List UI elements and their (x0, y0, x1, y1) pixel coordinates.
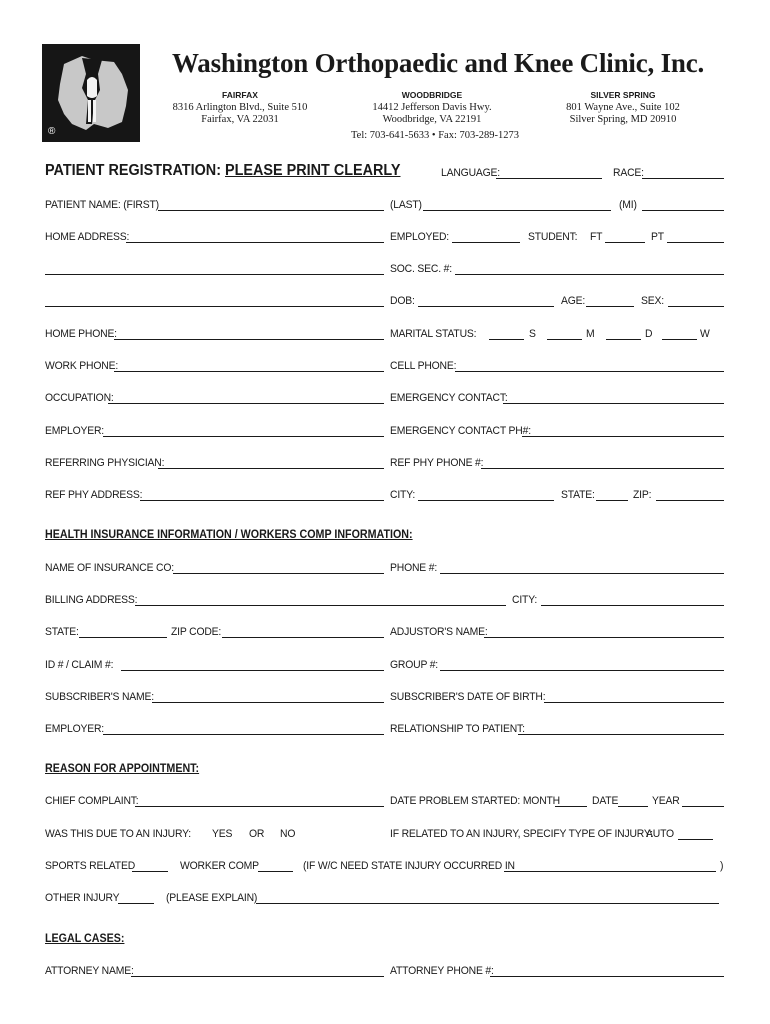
injury-yes-option[interactable]: YES (212, 828, 233, 840)
student-pt-label: PT (651, 231, 664, 243)
relationship-label: RELATIONSHIP TO PATIENT: (390, 723, 525, 735)
patient-first-name-field[interactable] (158, 210, 384, 211)
dob-label: DOB: (390, 295, 415, 307)
date-started-date-label: DATE (592, 795, 619, 807)
ref-zip-field[interactable] (656, 500, 724, 501)
contact-numbers: Tel: 703-641-5633 • Fax: 703-289-1273 (350, 130, 519, 141)
worker-comp-field[interactable] (258, 871, 293, 872)
please-explain-label: (PLEASE EXPLAIN) (166, 892, 258, 904)
marital-s-field[interactable] (489, 339, 524, 340)
attorney-name-label: ATTORNEY NAME: (45, 965, 134, 977)
auto-label: AUTO (646, 828, 674, 840)
office-name: WOODBRIDGE (401, 90, 463, 100)
emergency-phone-field[interactable] (522, 436, 724, 437)
emergency-contact-field[interactable] (503, 403, 724, 404)
ref-state-field[interactable] (596, 500, 628, 501)
insurance-employer-field[interactable] (103, 734, 384, 735)
employer-field[interactable] (103, 436, 384, 437)
insurance-section-heading: HEALTH INSURANCE INFORMATION / WORKERS COMP INFORMATION: (45, 529, 413, 541)
marital-m-field[interactable] (547, 339, 582, 340)
ref-city-label: CITY: (390, 489, 416, 501)
referring-physician-label: REFERRING PHYSICIAN: (45, 457, 165, 469)
office-address-line1: 801 Wayne Ave., Suite 102 (566, 102, 680, 113)
billing-state-label: STATE: (45, 626, 79, 638)
adjustor-name-field[interactable] (484, 637, 724, 638)
registered-mark: ® (48, 126, 56, 137)
form-heading (45, 162, 401, 180)
office-address-line1: 14412 Jefferson Davis Hwy. (372, 102, 492, 113)
other-injury-label: OTHER INJURY (45, 892, 120, 904)
work-phone-label: WORK PHONE: (45, 360, 119, 372)
date-started-year-label: YEAR (652, 795, 680, 807)
soc-sec-field[interactable] (455, 274, 724, 275)
date-started-month-field[interactable] (555, 806, 587, 807)
ref-phy-phone-label: REF PHY PHONE #: (390, 457, 484, 469)
office-address-line2: Fairfax, VA 22031 (201, 114, 279, 125)
patient-mi-label: (MI) (619, 199, 637, 211)
group-number-field[interactable] (440, 670, 724, 671)
office-name: FAIRFAX (222, 90, 258, 100)
home-address-line3-field[interactable] (45, 306, 384, 307)
marital-w-label: W (700, 328, 710, 340)
patient-last-name-field[interactable] (423, 210, 611, 211)
injury-question-label: WAS THIS DUE TO AN INJURY: (45, 828, 191, 840)
date-started-year-field[interactable] (682, 806, 724, 807)
ref-city-field[interactable] (418, 500, 554, 501)
worker-comp-label: WORKER COMP (180, 860, 259, 872)
student-pt-field[interactable] (667, 242, 724, 243)
occupation-label: OCCUPATION: (45, 392, 114, 404)
billing-address-field[interactable] (135, 605, 506, 606)
cell-phone-label: CELL PHONE: (390, 360, 457, 372)
group-number-label: GROUP #: (390, 659, 439, 671)
home-address-field[interactable] (126, 242, 384, 243)
ref-state-label: STATE: (561, 489, 595, 501)
sex-field[interactable] (668, 306, 724, 307)
work-phone-field[interactable] (114, 371, 384, 372)
patient-last-name-label: (LAST) (390, 199, 422, 211)
wc-state-close-paren: ) (720, 860, 724, 872)
sex-label: SEX: (641, 295, 664, 307)
emergency-phone-label: EMERGENCY CONTACT PH#: (390, 425, 531, 437)
insurance-name-label: NAME OF INSURANCE CO: (45, 562, 174, 574)
injury-type-label: IF RELATED TO AN INJURY, SPECIFY TYPE OF INJURY: (390, 828, 653, 840)
chief-complaint-label: CHIEF COMPLAINT: (45, 795, 139, 807)
insurance-phone-field[interactable] (440, 573, 724, 574)
student-ft-label: FT (590, 231, 603, 243)
knee-joint-icon (42, 44, 140, 142)
please-explain-field[interactable] (256, 903, 719, 904)
employer-label: EMPLOYER: (45, 425, 104, 437)
office-address-line2: Woodbridge, VA 22191 (382, 114, 482, 125)
ref-zip-label: ZIP: (633, 489, 652, 501)
subscriber-dob-label: SUBSCRIBER'S DATE OF BIRTH: (390, 691, 546, 703)
reason-section-heading: REASON FOR APPOINTMENT: (45, 763, 200, 775)
home-phone-field[interactable] (114, 339, 384, 340)
marital-s-label: S (529, 328, 536, 340)
race-field[interactable] (642, 178, 724, 179)
office-address-line2: Silver Spring, MD 20910 (569, 114, 677, 125)
marital-d-label: D (645, 328, 653, 340)
auto-field[interactable] (678, 839, 713, 840)
attorney-phone-label: ATTORNEY PHONE #: (390, 965, 494, 977)
home-address-line2-field[interactable] (45, 274, 384, 275)
billing-address-label: BILLING ADDRESS: (45, 594, 138, 606)
ref-phy-phone-field[interactable] (481, 468, 724, 469)
soc-sec-label: SOC. SEC. #: (390, 263, 452, 275)
attorney-name-field[interactable] (131, 976, 384, 977)
marital-status-label: MARITAL STATUS: (390, 328, 477, 340)
student-label: STUDENT: (528, 231, 578, 243)
insurance-phone-label: PHONE #: (390, 562, 438, 574)
billing-zip-label: ZIP CODE: (171, 626, 222, 638)
clinic-logo (42, 44, 140, 142)
cell-phone-field[interactable] (455, 371, 724, 372)
office-fairfax (170, 89, 310, 126)
injury-no-option[interactable]: NO (280, 828, 296, 840)
legal-section-heading: LEGAL CASES: (45, 933, 125, 945)
marital-w-field[interactable] (662, 339, 697, 340)
billing-city-field[interactable] (541, 605, 724, 606)
insurance-name-field[interactable] (173, 573, 384, 574)
subscriber-name-field[interactable] (152, 702, 384, 703)
marital-m-label: M (586, 328, 595, 340)
occupation-field[interactable] (108, 403, 384, 404)
home-phone-label: HOME PHONE: (45, 328, 117, 340)
relationship-field[interactable] (518, 734, 724, 735)
date-started-month-label: DATE PROBLEM STARTED: MONTH (390, 795, 561, 807)
office-name: SILVER SPRING (590, 90, 656, 100)
office-address-line1: 8316 Arlington Blvd., Suite 510 (172, 102, 308, 113)
sports-related-label: SPORTS RELATED (45, 860, 136, 872)
billing-state-field[interactable] (79, 637, 167, 638)
age-field[interactable] (586, 306, 634, 307)
race-label: RACE: (613, 167, 644, 179)
form-heading-prefix: PATIENT REGISTRATION: (45, 162, 225, 179)
billing-zip-field[interactable] (222, 637, 384, 638)
chief-complaint-field[interactable] (135, 806, 384, 807)
office-silver-spring (553, 89, 693, 126)
ref-phy-address-label: REF PHY ADDRESS: (45, 489, 143, 501)
subscriber-name-label: SUBSCRIBER'S NAME: (45, 691, 154, 703)
ref-phy-address-field[interactable] (140, 500, 384, 501)
other-injury-field[interactable] (118, 903, 154, 904)
id-claim-field[interactable] (121, 670, 384, 671)
attorney-phone-field[interactable] (490, 976, 724, 977)
age-label: AGE: (561, 295, 586, 307)
referring-physician-field[interactable] (158, 468, 384, 469)
patient-mi-field[interactable] (642, 210, 724, 211)
form-heading-emphasis: PLEASE PRINT CLEARLY (225, 162, 401, 179)
date-started-date-field[interactable] (618, 806, 648, 807)
office-woodbridge (362, 89, 502, 126)
patient-first-name-label: PATIENT NAME: (FIRST) (45, 199, 159, 211)
subscriber-dob-field[interactable] (544, 702, 724, 703)
employed-label: EMPLOYED: (390, 231, 449, 243)
wc-state-field[interactable] (504, 871, 716, 872)
employed-field[interactable] (452, 242, 520, 243)
dob-field[interactable] (418, 306, 554, 307)
language-label: LANGUAGE: (441, 167, 500, 179)
id-claim-label: ID # / CLAIM #: (45, 659, 114, 671)
student-ft-field[interactable] (605, 242, 645, 243)
marital-d-field[interactable] (606, 339, 641, 340)
home-address-label: HOME ADDRESS: (45, 231, 130, 243)
sports-related-field[interactable] (132, 871, 168, 872)
adjustor-name-label: ADJUSTOR'S NAME: (390, 626, 488, 638)
billing-city-label: CITY: (512, 594, 538, 606)
injury-or-text: OR (249, 828, 265, 840)
language-field[interactable] (496, 178, 602, 179)
emergency-contact-label: EMERGENCY CONTACT: (390, 392, 508, 404)
clinic-title: Washington Orthopaedic and Knee Clinic, Inc. (172, 48, 705, 78)
insurance-employer-label: EMPLOYER: (45, 723, 104, 735)
wc-state-label: (IF W/C NEED STATE INJURY OCCURRED IN (303, 860, 515, 872)
